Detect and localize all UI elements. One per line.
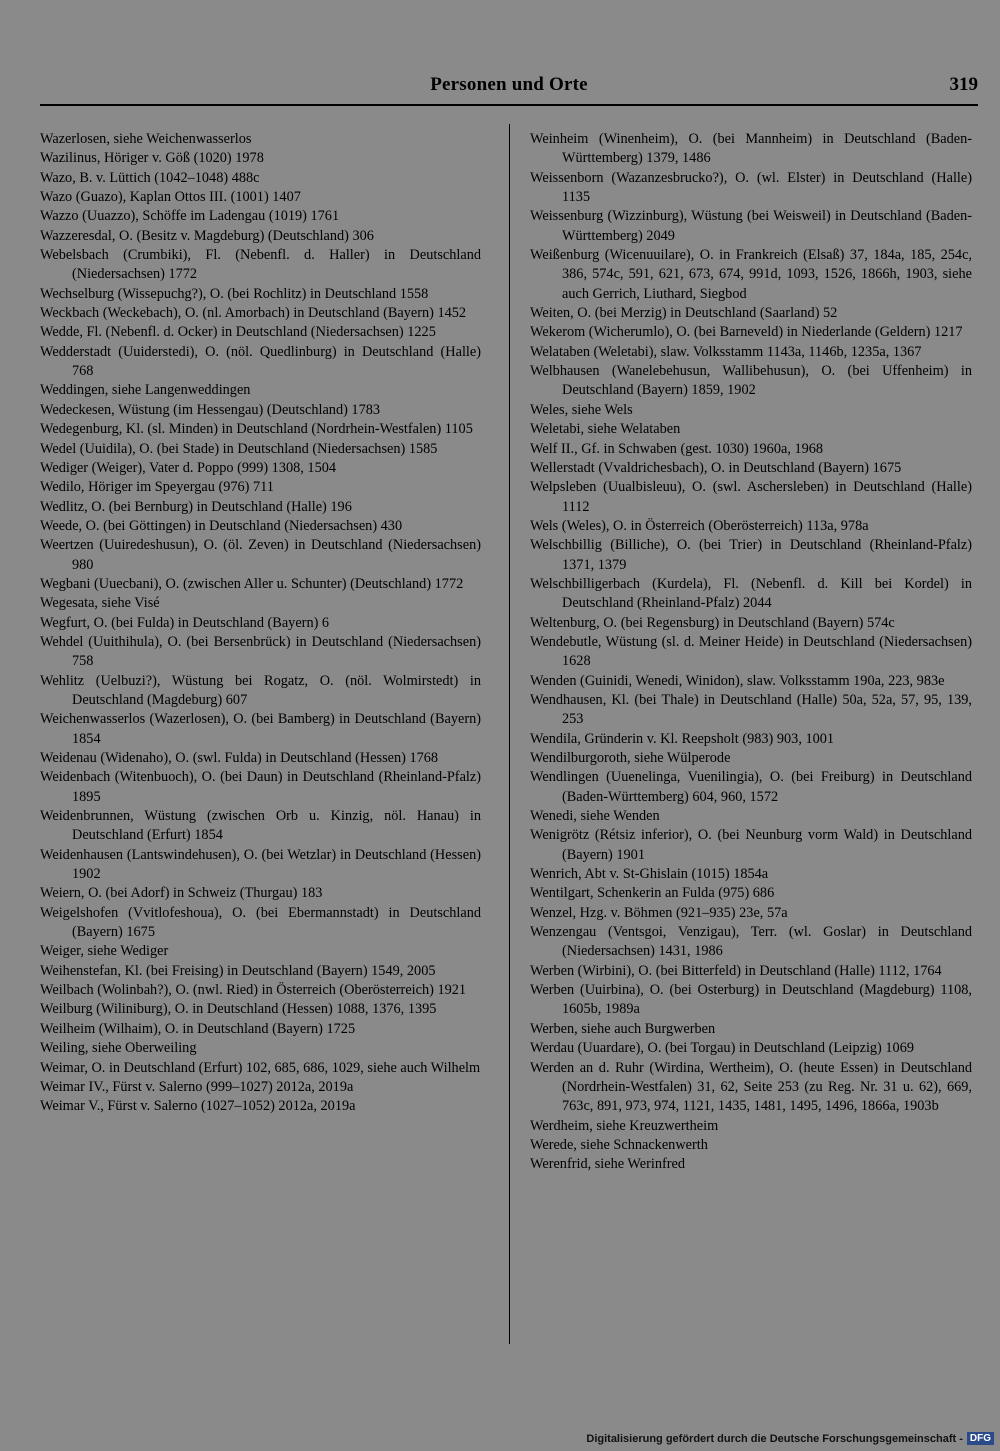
index-entry: Weihenstefan, Kl. (bei Freising) in Deutschland (Bayern) 1549, 2005 <box>40 962 436 979</box>
dfg-logo: DFG <box>967 1432 994 1445</box>
index-entry: Weidenau (Widenaho), O. (swl. Fulda) in Deutschland (Hessen) 1768 <box>40 750 439 766</box>
index-entry: Wenigrötz (Rétsiz inferior), O. (bei Neunburg vorm Wald) in Deutschland (Bayern) 1901 <box>530 827 972 863</box>
index-entry: Weissenburg (Wizzinburg), Wüstung (bei Weisweil) in Deutschland (Baden-Württemberg) 2049 <box>530 208 972 244</box>
footer-text: Digitalisierung gefördert durch die Deutsche Forschungsgemeinschaft - <box>586 1432 963 1445</box>
index-entry: Wenden (Guinidi, Wenedi, Winidon), slaw. Volksstamm 190a, 223, 983e <box>530 672 945 689</box>
index-entry: Werben (Uuirbina), O. (bei Osterburg) in Deutschland (Magdeburg) 1108, 1605b, 1989a <box>530 982 972 1018</box>
index-entry: Weltenburg, O. (bei Regensburg) in Deutschland (Bayern) 574c <box>530 614 895 631</box>
index-entry: Werenfrid, siehe Werinfred <box>530 1156 686 1173</box>
index-entry: Werdau (Uuardare), O. (bei Torgau) in Deutschland (Leipzig) 1069 <box>530 1040 914 1057</box>
index-entry: Weilburg (Wiliniburg), O. in Deutschland (Hessen) 1088, 1376, 1395 <box>40 1001 437 1018</box>
index-entry: Wedilo, Höriger im Speyergau (976) 711 <box>40 479 274 496</box>
index-entry: Welataben (Weletabi), slaw. Volksstamm 1143a, 1146b, 1235a, 1367 <box>530 343 922 360</box>
index-entry: Wendlingen (Uuenelinga, Vuenilingia), O. (bei Freiburg) in Deutschland (Baden-Württemberg) 604, 960, 1572 <box>530 769 972 805</box>
index-entry: Wedderstadt (Uuiderstedi), O. (nöl. Quedlinburg) in Deutschland (Halle) 768 <box>40 343 481 380</box>
index-entry: Wedegenburg, Kl. (sl. Minden) in Deutschland (Nordrhein-Westfalen) 1105 <box>40 421 473 438</box>
index-entry: Welschbillig (Billiche), O. (bei Trier) in Deutschland (Rheinland-Pfalz) 1371, 1379 <box>530 537 972 573</box>
index-entry: Wedel (Uuidila), O. (bei Stade) in Deutschland (Niedersachsen) 1585 <box>40 440 438 457</box>
index-entry: Wehlitz (Uelbuzi?), Wüstung bei Rogatz, O. (nöl. Wolmirstedt) in Deutschland (Magdeburg) 607 <box>40 672 481 708</box>
column-divider <box>509 124 510 1344</box>
index-entry: Weißenburg (Wicenuuilare), O. in Frankreich (Elsaß) 37, 184a, 185, 254c, 386, 574c, 591, 621, 673, 674, 991d, 1093, 1526, 1866h, 1903, siehe auch Gerrich, Liuthard, Siegbod <box>530 247 972 302</box>
index-entry: Wendila, Gründerin v. Kl. Reepsholt (983) 903, 1001 <box>530 730 835 747</box>
index-entry: Weede, O. (bei Göttingen) in Deutschland (Niedersachsen) 430 <box>40 517 403 534</box>
index-entry: Wechselburg (Wissepuchg?), O. (bei Rochlitz) in Deutschland 1558 <box>40 285 429 302</box>
index-entry: Wedde, Fl. (Nebenfl. d. Ocker) in Deutschland (Niedersachsen) 1225 <box>40 324 436 341</box>
left-column <box>40 130 481 1117</box>
index-entry: Wazo, B. v. Lüttich (1042–1048) 488c <box>40 169 260 186</box>
index-entry: Weiern, O. (bei Adorf) in Schweiz (Thurgau) 183 <box>40 885 323 902</box>
index-entry: Wedlitz, O. (bei Bernburg) in Deutschland (Halle) 196 <box>40 498 352 515</box>
index-entry: Weissenborn (Wazanzesbrucko?), O. (wl. Elster) in Deutschland (Halle) 1135 <box>530 169 972 206</box>
index-entry: Wegbani (Uuecbani), O. (zwischen Aller u. Schunter) (Deutschland) 1772 <box>40 575 464 592</box>
index-entry: Weiger, siehe Wediger <box>40 943 169 960</box>
index-entry: Werben, siehe auch Burgwerben <box>530 1020 716 1037</box>
index-entry: Wehdel (Uuithihula), O. (bei Bersenbrück) in Deutschland (Niedersachsen) 758 <box>40 633 481 670</box>
index-entry: Wenrich, Abt v. St-Ghislain (1015) 1854a <box>530 866 769 883</box>
index-entry: Wellerstadt (Vvaldrichesbach), O. in Deutschland (Bayern) 1675 <box>530 459 902 476</box>
index-entry: Weidenbrunnen, Wüstung (zwischen Orb u. Kinzig, nöl. Hanau) in Deutschland (Erfurt) 1854 <box>40 808 481 844</box>
index-entry: Weimar V., Fürst v. Salerno (1027–1052) 2012a, 2019a <box>40 1098 356 1115</box>
index-entry: Weles, siehe Wels <box>530 401 633 418</box>
index-entry: Wendebutle, Wüstung (sl. d. Meiner Heide) in Deutschland (Niedersachsen) 1628 <box>530 633 972 670</box>
index-entry: Webelsbach (Crumbiki), Fl. (Nebenfl. d. Haller) in Deutschland (Niedersachsen) 1772 <box>40 247 481 283</box>
index-entry: Weilheim (Wilhaim), O. in Deutschland (Bayern) 1725 <box>40 1020 356 1037</box>
footer <box>586 1432 994 1445</box>
right-column <box>530 130 972 1175</box>
index-entry: Weiling, siehe Oberweiling <box>40 1040 197 1057</box>
index-entry: Weinheim (Winenheim), O. (bei Mannheim) in Deutschland (Baden-Württemberg) 1379, 1486 <box>530 131 972 167</box>
page-header <box>40 74 978 106</box>
index-entry: Weimar IV., Fürst v. Salerno (999–1027) 2012a, 2019a <box>40 1078 354 1095</box>
index-entry: Wedeckesen, Wüstung (im Hessengau) (Deutschland) 1783 <box>40 401 381 418</box>
index-entry: Werben (Wirbini), O. (bei Bitterfeld) in Deutschland (Halle) 1112, 1764 <box>530 962 942 979</box>
index-entry: Wazerlosen, siehe Weichenwasserlos <box>40 131 252 147</box>
index-entry: Wentilgart, Schenkerin an Fulda (975) 686 <box>530 885 775 902</box>
index-entry: Wazzo (Uuazzo), Schöffe im Ladengau (1019) 1761 <box>40 208 340 225</box>
index-entry: Weidenhausen (Lantswindehusen), O. (bei Wetzlar) in Deutschland (Hessen) 1902 <box>40 846 481 883</box>
index-entry: Wenzel, Hzg. v. Böhmen (921–935) 23e, 57a <box>530 904 788 921</box>
index-entry: Werede, siehe Schnackenwerth <box>530 1136 708 1153</box>
page-title: Personen und Orte <box>430 74 588 95</box>
index-entry: Wazilinus, Höriger v. Göß (1020) 1978 <box>40 150 264 167</box>
index-entry: Wediger (Weiger), Vater d. Poppo (999) 1308, 1504 <box>40 459 337 476</box>
index-entry: Weckbach (Weckebach), O. (nl. Amorbach) in Deutschland (Bayern) 1452 <box>40 305 467 322</box>
index-entry: Wazo (Guazo), Kaplan Ottos III. (1001) 1407 <box>40 189 301 206</box>
index-entry: Weiten, O. (bei Merzig) in Deutschland (Saarland) 52 <box>530 305 838 322</box>
index-entry: Welschbilligerbach (Kurdela), Fl. (Nebenfl. d. Kill bei Kordel) in Deutschland (Rheinland-Pfalz) 2044 <box>530 575 972 612</box>
index-entry: Weigelshofen (Vvitlofeshoua), O. (bei Ebermannstadt) in Deutschland (Bayern) 1675 <box>40 904 481 941</box>
index-entry: Wels (Weles), O. in Österreich (Oberösterreich) 113a, 978a <box>530 517 869 534</box>
index-entry: Weilbach (Wolinbah?), O. (nwl. Ried) in Österreich (Oberösterreich) 1921 <box>40 982 467 999</box>
index-entry: Welpsleben (Uualbisleuu), O. (swl. Aschersleben) in Deutschland (Halle) 1112 <box>530 479 972 515</box>
index-entry: Welf II., Gf. in Schwaben (gest. 1030) 1960a, 1968 <box>530 440 824 457</box>
index-entry: Werden an d. Ruhr (Wirdina, Wertheim), O. (heute Essen) in Deutschland (Nordrhein-Westfalen) 31, 62, Seite 253 (zu Reg. Nr. 31 u. 62), 669, 763c, 891, 973, 974, 1121, 1435, 1481, 1495, 1496, 1866a, 1903b <box>530 1059 972 1115</box>
index-entry: Weichenwasserlos (Wazerlosen), O. (bei Bamberg) in Deutschland (Bayern) 1854 <box>40 711 481 747</box>
index-entry: Weimar, O. in Deutschland (Erfurt) 102, 685, 686, 1029, siehe auch Wilhelm <box>40 1059 481 1076</box>
index-entry: Wekerom (Wicherumlo), O. (bei Barneveld) in Niederlande (Geldern) 1217 <box>530 324 963 341</box>
index-entry: Welbhausen (Wanelebehusun, Wallibehusun), O. (bei Uffenheim) in Deutschland (Bayern) 1859, 1902 <box>530 363 972 399</box>
index-entry: Wazzeresdal, O. (Besitz v. Magdeburg) (Deutschland) 306 <box>40 227 374 244</box>
index-entry: Weertzen (Uuiredeshusun), O. (öl. Zeven) in Deutschland (Niedersachsen) 980 <box>40 537 481 573</box>
index-entry: Wenzengau (Ventsgoi, Venzigau), Terr. (wl. Goslar) in Deutschland (Niedersachsen) 1431, 1986 <box>530 924 972 960</box>
index-entry: Wegfurt, O. (bei Fulda) in Deutschland (Bayern) 6 <box>40 614 330 631</box>
index-entry: Wegesata, siehe Visé <box>40 595 160 612</box>
index-entry: Weidenbach (Witenbuoch), O. (bei Daun) in Deutschland (Rheinland-Pfalz) 1895 <box>40 769 481 805</box>
index-entry: Wendhausen, Kl. (bei Thale) in Deutschland (Halle) 50a, 52a, 57, 95, 139, 253 <box>530 691 972 728</box>
index-entry: Wenedi, siehe Wenden <box>530 808 660 825</box>
index-entry: Wendilburgoroth, siehe Wülperode <box>530 750 731 766</box>
index-entry: Weddingen, siehe Langenweddingen <box>40 382 251 399</box>
index-entry: Weletabi, siehe Welataben <box>530 421 681 438</box>
page-number: 319 <box>949 74 978 95</box>
index-entry: Werdheim, siehe Kreuzwertheim <box>530 1117 719 1134</box>
